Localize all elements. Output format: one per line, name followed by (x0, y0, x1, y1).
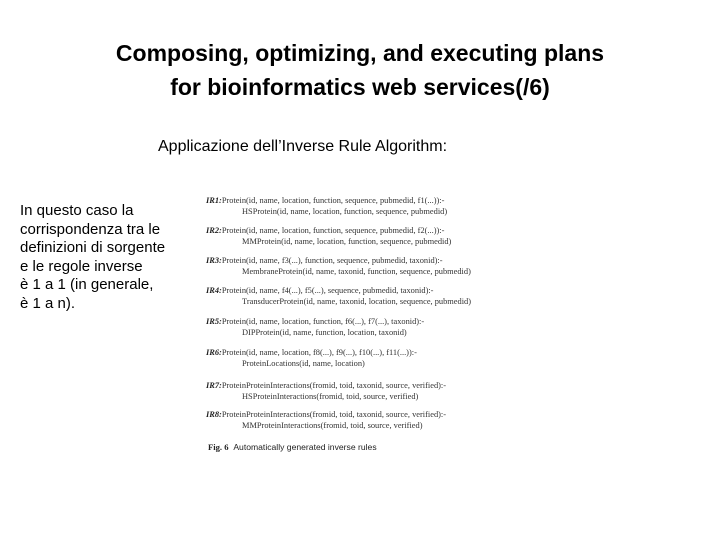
rule-label: IR6: (206, 348, 222, 357)
rule-label: IR7: (206, 381, 222, 390)
rule-body: HSProtein(id, name, location, function, sequence, pubmedid) (242, 206, 448, 216)
rule-label: IR4: (206, 286, 222, 295)
body-paragraph (20, 202, 220, 314)
inverse-rule (206, 286, 506, 307)
inverse-rule (206, 381, 506, 402)
rule-body: MMProtein(id, name, location, function, sequence, pubmedid) (242, 236, 452, 246)
rule-label: IR3: (206, 256, 222, 265)
slide-subtitle: Applicazione dell’Inverse Rule Algorithm: (158, 138, 448, 155)
inverse-rule (206, 410, 506, 431)
caption-text: Automatically generated inverse rules (233, 442, 377, 452)
rule-label: IR2: (206, 226, 222, 235)
rule-head: ProteinProteinInteractions(fromid, toid, taxonid, source, verified):- (221, 410, 447, 419)
slide-title-line-1: Composing, optimizing, and executing plans (115, 40, 605, 66)
rule-head: Protein(id, name, location, function, sequence, pubmedid, f2(...)):- (221, 226, 445, 235)
slide-title-line-2: for bioinformatics web services(/6) (170, 74, 550, 100)
rule-head: Protein(id, name, location, function, sequence, pubmedid, f1(...)):- (221, 196, 445, 205)
caption-figure-number: Fig. 6 (208, 442, 229, 452)
rule-head: ProteinProteinInteractions(fromid, toid, taxonid, source, verified):- (221, 381, 447, 390)
rule-body: DIPProtein(id, name, function, location, taxonid) (242, 327, 407, 337)
inverse-rule (206, 226, 506, 247)
rule-body: MMProteinInteractions(fromid, toid, source, verified) (242, 420, 423, 430)
body-line: è 1 a n). (20, 294, 76, 312)
rule-body: ProteinLocations(id, name, location) (242, 358, 365, 368)
inverse-rule (206, 256, 506, 277)
rule-body: TransducerProtein(id, name, taxonid, location, sequence, pubmedid) (242, 296, 472, 306)
inverse-rule (206, 348, 506, 369)
body-line: In questo caso la (20, 202, 134, 219)
body-line: e le regole inverse (20, 257, 143, 275)
figure-caption (208, 442, 377, 453)
rule-head: Protein(id, name, f3(...), function, sequence, pubmedid, taxonid):- (221, 256, 443, 265)
rule-head: Protein(id, name, location, function, f6(...), f7(...), taxonid):- (221, 317, 425, 326)
body-line: è 1 a 1 (in generale, (20, 276, 154, 294)
rule-head: Protein(id, name, location, f8(...), f9(...), f10(...), f11(...)):- (221, 348, 417, 357)
body-line: definizioni di sorgente (20, 239, 166, 257)
body-line: corrispondenza tra le (20, 220, 161, 238)
slide-title (0, 36, 720, 104)
inverse-rule (206, 317, 506, 338)
rule-body: MembraneProtein(id, name, taxonid, function, sequence, pubmedid) (242, 266, 471, 276)
rule-label: IR1: (206, 196, 222, 205)
rule-body: HSProteinInteractions(fromid, toid, source, verified) (242, 391, 419, 401)
rule-label: IR5: (206, 317, 222, 326)
inverse-rule (206, 196, 506, 217)
rule-head: Protein(id, name, f4(...), f5(...), sequence, pubmedid, taxonid):- (221, 286, 434, 295)
rule-label: IR8: (206, 410, 222, 419)
